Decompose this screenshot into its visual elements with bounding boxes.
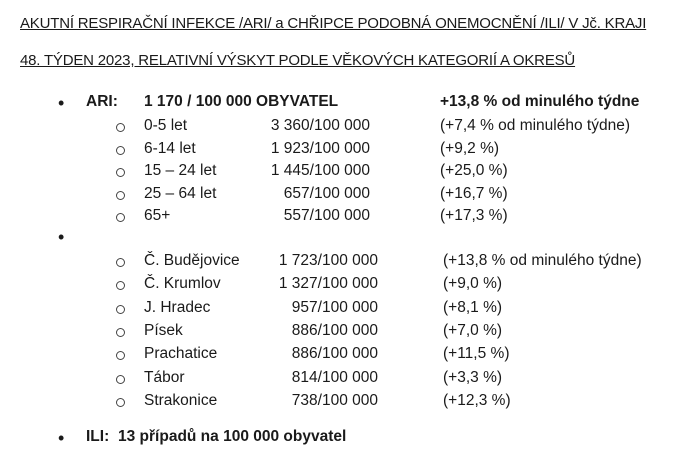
ari-value: 1 170 / 100 000 OBYVATEL <box>144 93 339 110</box>
ari-label: ARI: <box>86 93 118 110</box>
circle-bullet-icon <box>116 146 125 155</box>
age-group-change: (+16,7 %) <box>440 184 508 202</box>
circle-bullet-icon <box>116 328 125 337</box>
district-change: (+9,0 %) <box>443 275 503 293</box>
district-name: Č. Budějovice <box>144 252 240 269</box>
district-change: (+13,8 % od minulého týdne) <box>443 252 642 269</box>
age-group-row <box>0 117 696 137</box>
age-group-label: 6-14 let <box>144 139 196 157</box>
circle-bullet-icon <box>116 375 125 384</box>
district-name: Písek <box>144 321 183 339</box>
document-subtitle: 48. TÝDEN 2023, RELATIVNÍ VÝSKYT PODLE VĚKOVÝCH KATEGORIÍ A OKRESŮ <box>20 52 576 69</box>
age-group-rate: 3 360/100 000 <box>270 117 370 134</box>
circle-bullet-icon <box>116 123 125 132</box>
district-row <box>0 322 696 342</box>
circle-bullet-icon <box>116 258 125 267</box>
bullet-icon: • <box>58 227 65 247</box>
ari-summary-row <box>0 93 696 113</box>
age-group-row <box>0 140 696 160</box>
age-group-change: (+9,2 %) <box>440 139 500 157</box>
district-change: (+3,3 %) <box>443 368 503 386</box>
age-group-rate: 657/100 000 <box>283 184 370 202</box>
district-rate: 1 327/100 000 <box>278 275 378 293</box>
circle-bullet-icon <box>116 398 125 407</box>
bullet-icon: • <box>58 428 65 448</box>
age-group-label: 0-5 let <box>144 117 188 134</box>
bullet-icon: • <box>58 93 65 113</box>
circle-bullet-icon <box>116 351 125 360</box>
circle-bullet-icon <box>116 213 125 222</box>
district-rate: 886/100 000 <box>291 345 378 363</box>
district-rate: 1 723/100 000 <box>278 252 378 269</box>
district-name: J. Hradec <box>144 298 211 316</box>
ili-row <box>0 428 696 448</box>
circle-bullet-icon <box>116 168 125 177</box>
district-change: (+8,1 %) <box>443 298 503 316</box>
age-group-change: (+25,0 %) <box>440 162 508 179</box>
district-change: (+11,5 %) <box>443 345 510 363</box>
district-row <box>0 392 696 412</box>
district-rate: 957/100 000 <box>291 298 378 316</box>
district-name: Č. Krumlov <box>144 275 221 293</box>
age-group-rate: 1 923/100 000 <box>270 139 370 157</box>
ili-label: ILI: <box>86 428 110 445</box>
age-group-label: 25 – 64 let <box>144 184 217 202</box>
ili-text: 13 případů na 100 000 obyvatel <box>118 428 347 445</box>
district-change: (+7,0 %) <box>443 321 503 339</box>
age-group-row <box>0 162 696 182</box>
circle-bullet-icon <box>116 191 125 200</box>
circle-bullet-icon <box>116 281 125 290</box>
age-group-rate: 1 445/100 000 <box>270 162 370 179</box>
age-group-change: (+17,3 %) <box>440 207 508 224</box>
document-title: AKUTNÍ RESPIRAČNÍ INFEKCE /ARI/ a CHŘIPCE PODOBNÁ ONEMOCNĚNÍ /ILI/ V Jč. KRAJI <box>20 15 647 32</box>
ari-change: +13,8 % od minulého týdne <box>440 93 640 110</box>
age-group-rate: 557/100 000 <box>283 207 370 224</box>
district-change: (+12,3 %) <box>443 391 511 409</box>
districts-bullet-row <box>0 228 696 248</box>
circle-bullet-icon <box>116 305 125 314</box>
district-row <box>0 345 696 365</box>
age-group-row <box>0 207 696 227</box>
age-group-label: 65+ <box>144 207 171 224</box>
district-row <box>0 299 696 319</box>
age-group-label: 15 – 24 let <box>144 162 217 179</box>
district-name: Prachatice <box>144 345 218 363</box>
district-row <box>0 252 696 272</box>
district-rate: 738/100 000 <box>291 391 378 409</box>
age-group-change: (+7,4 % od minulého týdne) <box>440 117 630 134</box>
district-name: Strakonice <box>144 391 218 409</box>
age-group-row <box>0 185 696 205</box>
district-rate: 814/100 000 <box>291 368 378 386</box>
district-name: Tábor <box>144 368 185 386</box>
district-row <box>0 369 696 389</box>
district-rate: 886/100 000 <box>291 321 378 339</box>
district-row <box>0 275 696 295</box>
